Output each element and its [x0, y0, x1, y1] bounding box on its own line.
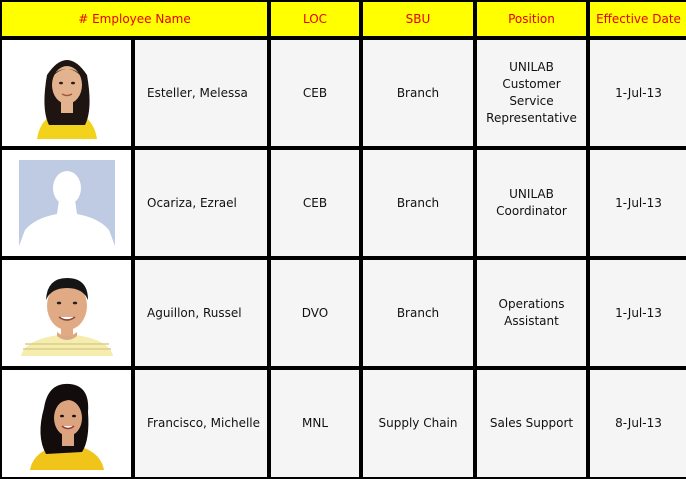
employee-loc-1: CEB: [271, 40, 359, 146]
employee-photo-4: [2, 370, 131, 477]
female-portrait-icon: [19, 47, 115, 139]
header-sbu: SBU: [363, 2, 473, 36]
employee-photo-2: [2, 150, 131, 256]
employee-date-1: 1-Jul-13: [590, 40, 686, 146]
female-portrait-icon: [24, 378, 110, 470]
employee-photo-1: [2, 40, 131, 146]
placeholder-avatar-icon: [19, 160, 115, 246]
header-loc: LOC: [271, 2, 359, 36]
employee-loc-4: MNL: [271, 370, 359, 477]
employee-name-3: Aguillon, Russel: [135, 260, 267, 366]
employee-sbu-1: Branch: [363, 40, 473, 146]
employee-position-3: Operations Assistant: [477, 260, 586, 366]
employee-sbu-4: Supply Chain: [363, 370, 473, 477]
employee-position-4: Sales Support: [477, 370, 586, 477]
male-portrait-icon: [17, 270, 117, 356]
employee-photo-3: [2, 260, 131, 366]
employee-sbu-3: Branch: [363, 260, 473, 366]
header-employee-name: # Employee Name: [2, 2, 267, 36]
employee-name-4: Francisco, Michelle: [135, 370, 267, 477]
employee-name-1: Esteller, Melessa: [135, 40, 267, 146]
header-position: Position: [477, 2, 586, 36]
employee-loc-2: CEB: [271, 150, 359, 256]
employee-loc-3: DVO: [271, 260, 359, 366]
employee-position-2: UNILAB Coordinator: [477, 150, 586, 256]
employee-name-2: Ocariza, Ezrael: [135, 150, 267, 256]
employee-date-4: 8-Jul-13: [590, 370, 686, 477]
employee-date-3: 1-Jul-13: [590, 260, 686, 366]
employee-position-1: UNILAB Customer Service Representative: [477, 40, 586, 146]
header-effective-date: Effective Date: [590, 2, 686, 36]
employee-date-2: 1-Jul-13: [590, 150, 686, 256]
employee-sbu-2: Branch: [363, 150, 473, 256]
